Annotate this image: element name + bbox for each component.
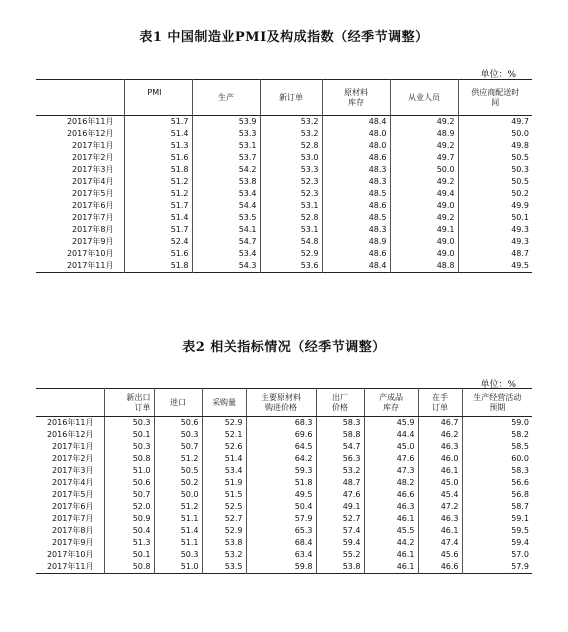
table-row (36, 236, 532, 248)
value-cell: 48.0 (322, 128, 390, 140)
value-cell: 52.3 (260, 188, 322, 200)
value-cell: 49.1 (390, 224, 458, 236)
value-cell: 56.8 (462, 489, 532, 501)
value-cell: 50.0 (154, 489, 202, 501)
value-cell: 50.1 (458, 212, 532, 224)
row-label-cell: 2017年8月 (52, 526, 94, 535)
value-cell: 46.3 (418, 441, 462, 453)
column-header: 产成品 库存 (364, 389, 418, 417)
pmi-table (36, 79, 532, 273)
value-cell: 47.3 (364, 465, 418, 477)
value-cell: 52.8 (260, 212, 322, 224)
table-row (36, 441, 532, 453)
value-cell: 65.3 (246, 525, 316, 537)
value-cell: 59.3 (246, 465, 316, 477)
value-cell: 51.7 (124, 116, 192, 129)
table-row (36, 537, 532, 549)
table-row (36, 561, 532, 574)
value-cell: 53.6 (260, 260, 322, 273)
value-cell: 50.5 (154, 465, 202, 477)
table-row (36, 501, 532, 513)
value-cell: 49.7 (458, 116, 532, 129)
table-row (36, 489, 532, 501)
value-cell: 52.0 (104, 501, 154, 513)
table-row (36, 200, 532, 212)
table-row (36, 140, 532, 152)
row-label-cell: 2017年8月 (72, 225, 114, 234)
table-row (36, 465, 532, 477)
column-header: PMI (124, 80, 192, 116)
value-cell: 58.3 (316, 417, 364, 430)
value-cell: 45.0 (364, 441, 418, 453)
value-cell: 49.5 (458, 260, 532, 273)
row-label-cell: 2017年3月 (72, 165, 114, 174)
value-cell: 49.2 (390, 212, 458, 224)
column-header: 主要原材料 购进价格 (246, 389, 316, 417)
value-cell: 46.1 (418, 525, 462, 537)
value-cell: 46.1 (418, 465, 462, 477)
value-cell: 53.8 (192, 176, 260, 188)
value-cell: 50.6 (154, 417, 202, 430)
corner-header-cell (36, 80, 124, 116)
row-label-cell: 2016年12月 (46, 430, 94, 439)
value-cell: 44.2 (364, 537, 418, 549)
table-row (36, 549, 532, 561)
value-cell: 53.7 (192, 152, 260, 164)
value-cell: 46.1 (364, 561, 418, 574)
value-cell: 48.8 (390, 260, 458, 273)
value-cell: 59.0 (462, 417, 532, 430)
value-cell: 50.8 (104, 453, 154, 465)
table-row (36, 212, 532, 224)
value-cell: 52.7 (202, 513, 246, 525)
table-row (36, 453, 532, 465)
value-cell: 53.8 (202, 537, 246, 549)
value-cell: 53.1 (260, 224, 322, 236)
value-cell: 49.2 (390, 116, 458, 129)
value-cell: 48.0 (322, 140, 390, 152)
value-cell: 48.9 (322, 236, 390, 248)
value-cell: 50.0 (458, 128, 532, 140)
table-row (36, 176, 532, 188)
table-row (36, 128, 532, 140)
value-cell: 64.5 (246, 441, 316, 453)
value-cell: 51.3 (104, 537, 154, 549)
value-cell: 53.5 (202, 561, 246, 574)
value-cell: 53.3 (260, 164, 322, 176)
value-cell: 54.3 (192, 260, 260, 273)
value-cell: 50.3 (458, 164, 532, 176)
value-cell: 50.3 (104, 417, 154, 430)
value-cell: 58.3 (462, 465, 532, 477)
row-label-cell: 2017年3月 (52, 466, 94, 475)
value-cell: 50.4 (246, 501, 316, 513)
value-cell: 49.3 (458, 224, 532, 236)
row-label-cell: 2017年5月 (72, 189, 114, 198)
column-header: 从业人员 (390, 80, 458, 116)
table-row (36, 152, 532, 164)
value-cell: 50.5 (458, 176, 532, 188)
column-header: 新订单 (260, 80, 322, 116)
row-label-cell: 2017年2月 (72, 153, 114, 162)
table-row (36, 417, 532, 430)
value-cell: 48.3 (322, 176, 390, 188)
table1-title: 表1 中国制造业PMI及构成指数（经季节调整） (139, 30, 429, 45)
value-cell: 51.2 (124, 188, 192, 200)
table-row (36, 513, 532, 525)
column-header: 供应商配送时 间 (458, 80, 532, 116)
value-cell: 48.7 (458, 248, 532, 260)
value-cell: 59.4 (462, 537, 532, 549)
value-cell: 53.3 (192, 128, 260, 140)
table-row (36, 260, 532, 273)
value-cell: 49.3 (458, 236, 532, 248)
value-cell: 54.8 (260, 236, 322, 248)
column-header: 在手 订单 (418, 389, 462, 417)
value-cell: 48.2 (364, 477, 418, 489)
table-row (36, 188, 532, 200)
value-cell: 48.9 (390, 128, 458, 140)
value-cell: 46.7 (418, 417, 462, 430)
row-label-cell: 2017年11月 (66, 261, 114, 270)
value-cell: 50.3 (104, 441, 154, 453)
value-cell: 49.0 (390, 236, 458, 248)
value-cell: 48.6 (322, 248, 390, 260)
row-label-cell: 2017年6月 (72, 201, 114, 210)
value-cell: 59.1 (462, 513, 532, 525)
value-cell: 51.5 (202, 489, 246, 501)
row-label-cell: 2017年2月 (52, 454, 94, 463)
value-cell: 58.8 (316, 429, 364, 441)
row-label-cell: 2017年4月 (72, 177, 114, 186)
value-cell: 58.5 (462, 441, 532, 453)
value-cell: 50.7 (104, 489, 154, 501)
related-indicators-table (36, 388, 532, 574)
row-label-cell: 2016年11月 (46, 418, 94, 427)
value-cell: 56.6 (462, 477, 532, 489)
value-cell: 53.0 (260, 152, 322, 164)
corner-header-cell (36, 389, 104, 417)
table1-unit-label: 单位：% (480, 70, 516, 80)
value-cell: 46.2 (418, 429, 462, 441)
value-cell: 52.6 (202, 441, 246, 453)
table2-title: 表2 相关指标情况（经季节调整） (182, 340, 386, 355)
value-cell: 51.8 (124, 260, 192, 273)
value-cell: 49.2 (390, 176, 458, 188)
row-label-cell: 2016年12月 (66, 129, 114, 138)
value-cell: 54.2 (192, 164, 260, 176)
value-cell: 52.8 (260, 140, 322, 152)
row-label-cell: 2017年7月 (72, 213, 114, 222)
value-cell: 53.2 (260, 116, 322, 129)
value-cell: 47.4 (418, 537, 462, 549)
value-cell: 54.1 (192, 224, 260, 236)
value-cell: 57.9 (462, 561, 532, 574)
value-cell: 50.1 (104, 429, 154, 441)
value-cell: 53.4 (202, 465, 246, 477)
value-cell: 52.9 (260, 248, 322, 260)
value-cell: 50.7 (154, 441, 202, 453)
value-cell: 50.4 (104, 525, 154, 537)
value-cell: 60.0 (462, 453, 532, 465)
value-cell: 52.9 (202, 525, 246, 537)
value-cell: 51.7 (124, 200, 192, 212)
value-cell: 51.2 (124, 176, 192, 188)
value-cell: 51.4 (124, 212, 192, 224)
value-cell: 51.4 (154, 525, 202, 537)
value-cell: 48.4 (322, 260, 390, 273)
value-cell: 46.1 (364, 549, 418, 561)
value-cell: 49.7 (390, 152, 458, 164)
value-cell: 53.2 (260, 128, 322, 140)
value-cell: 46.6 (418, 561, 462, 574)
value-cell: 48.5 (322, 212, 390, 224)
value-cell: 49.0 (390, 200, 458, 212)
value-cell: 50.9 (104, 513, 154, 525)
table-row (36, 224, 532, 236)
value-cell: 53.2 (316, 465, 364, 477)
value-cell: 48.7 (316, 477, 364, 489)
value-cell: 51.8 (246, 477, 316, 489)
value-cell: 48.6 (322, 200, 390, 212)
value-cell: 69.6 (246, 429, 316, 441)
value-cell: 47.2 (418, 501, 462, 513)
value-cell: 44.4 (364, 429, 418, 441)
value-cell: 51.6 (124, 152, 192, 164)
value-cell: 46.6 (364, 489, 418, 501)
value-cell: 51.9 (202, 477, 246, 489)
value-cell: 52.5 (202, 501, 246, 513)
value-cell: 47.6 (364, 453, 418, 465)
value-cell: 51.3 (124, 140, 192, 152)
value-cell: 50.6 (104, 477, 154, 489)
value-cell: 51.0 (104, 465, 154, 477)
value-cell: 55.2 (316, 549, 364, 561)
row-label-cell: 2017年10月 (66, 249, 114, 258)
value-cell: 46.3 (364, 501, 418, 513)
row-label-cell: 2017年7月 (52, 514, 94, 523)
value-cell: 68.4 (246, 537, 316, 549)
table-header-row (36, 389, 532, 417)
column-header: 生产经营活动 预期 (462, 389, 532, 417)
value-cell: 49.2 (390, 140, 458, 152)
table-row (36, 429, 532, 441)
value-cell: 51.1 (154, 513, 202, 525)
row-label-cell: 2017年4月 (52, 478, 94, 487)
value-cell: 50.3 (154, 549, 202, 561)
value-cell: 57.4 (316, 525, 364, 537)
table-row (36, 477, 532, 489)
value-cell: 63.4 (246, 549, 316, 561)
row-label-cell: 2017年10月 (46, 550, 94, 559)
value-cell: 49.0 (390, 248, 458, 260)
value-cell: 45.6 (418, 549, 462, 561)
value-cell: 50.2 (154, 477, 202, 489)
value-cell: 45.0 (418, 477, 462, 489)
value-cell: 53.4 (192, 248, 260, 260)
value-cell: 58.2 (462, 429, 532, 441)
value-cell: 52.3 (260, 176, 322, 188)
value-cell: 54.7 (316, 441, 364, 453)
row-label-cell: 2017年5月 (52, 490, 94, 499)
value-cell: 64.2 (246, 453, 316, 465)
value-cell: 50.8 (104, 561, 154, 574)
value-cell: 58.7 (462, 501, 532, 513)
value-cell: 57.9 (246, 513, 316, 525)
value-cell: 49.8 (458, 140, 532, 152)
table-row (36, 248, 532, 260)
value-cell: 68.3 (246, 417, 316, 430)
row-label-cell: 2017年9月 (72, 237, 114, 246)
value-cell: 52.9 (202, 417, 246, 430)
value-cell: 48.3 (322, 164, 390, 176)
table-row (36, 116, 532, 129)
value-cell: 45.4 (418, 489, 462, 501)
row-label-cell: 2017年6月 (52, 502, 94, 511)
table-row (36, 164, 532, 176)
value-cell: 59.8 (246, 561, 316, 574)
value-cell: 48.4 (322, 116, 390, 129)
value-cell: 51.7 (124, 224, 192, 236)
row-label-cell: 2017年11月 (46, 562, 94, 571)
row-label-cell: 2017年1月 (72, 141, 114, 150)
value-cell: 45.9 (364, 417, 418, 430)
value-cell: 52.7 (316, 513, 364, 525)
column-header: 原材料 库存 (322, 80, 390, 116)
value-cell: 51.8 (124, 164, 192, 176)
column-header: 进口 (154, 389, 202, 417)
column-header: 出厂 价格 (316, 389, 364, 417)
value-cell: 50.2 (458, 188, 532, 200)
value-cell: 48.3 (322, 224, 390, 236)
value-cell: 50.1 (104, 549, 154, 561)
value-cell: 51.4 (202, 453, 246, 465)
value-cell: 52.1 (202, 429, 246, 441)
value-cell: 51.2 (154, 501, 202, 513)
row-label-cell: 2017年1月 (52, 442, 94, 451)
value-cell: 51.0 (154, 561, 202, 574)
value-cell: 59.5 (462, 525, 532, 537)
row-label-cell: 2016年11月 (66, 117, 114, 126)
value-cell: 53.1 (260, 200, 322, 212)
value-cell: 51.1 (154, 537, 202, 549)
value-cell: 54.7 (192, 236, 260, 248)
value-cell: 46.3 (418, 513, 462, 525)
value-cell: 52.4 (124, 236, 192, 248)
table2-unit-label: 单位：% (480, 380, 516, 390)
value-cell: 46.0 (418, 453, 462, 465)
column-header: 新出口 订单 (104, 389, 154, 417)
value-cell: 53.9 (192, 116, 260, 129)
value-cell: 48.5 (322, 188, 390, 200)
value-cell: 59.4 (316, 537, 364, 549)
value-cell: 53.2 (202, 549, 246, 561)
column-header: 生产 (192, 80, 260, 116)
value-cell: 48.6 (322, 152, 390, 164)
table-header-row (36, 80, 532, 116)
value-cell: 51.2 (154, 453, 202, 465)
value-cell: 53.4 (192, 188, 260, 200)
value-cell: 50.3 (154, 429, 202, 441)
row-label-cell: 2017年9月 (52, 538, 94, 547)
value-cell: 53.1 (192, 140, 260, 152)
value-cell: 56.3 (316, 453, 364, 465)
value-cell: 54.4 (192, 200, 260, 212)
value-cell: 46.1 (364, 513, 418, 525)
value-cell: 49.5 (246, 489, 316, 501)
value-cell: 50.0 (390, 164, 458, 176)
value-cell: 49.9 (458, 200, 532, 212)
value-cell: 50.5 (458, 152, 532, 164)
column-header: 采购量 (202, 389, 246, 417)
value-cell: 53.5 (192, 212, 260, 224)
value-cell: 51.4 (124, 128, 192, 140)
value-cell: 49.4 (390, 188, 458, 200)
value-cell: 57.0 (462, 549, 532, 561)
value-cell: 49.1 (316, 501, 364, 513)
table-row (36, 525, 532, 537)
value-cell: 51.6 (124, 248, 192, 260)
value-cell: 45.5 (364, 525, 418, 537)
value-cell: 47.6 (316, 489, 364, 501)
value-cell: 53.8 (316, 561, 364, 574)
